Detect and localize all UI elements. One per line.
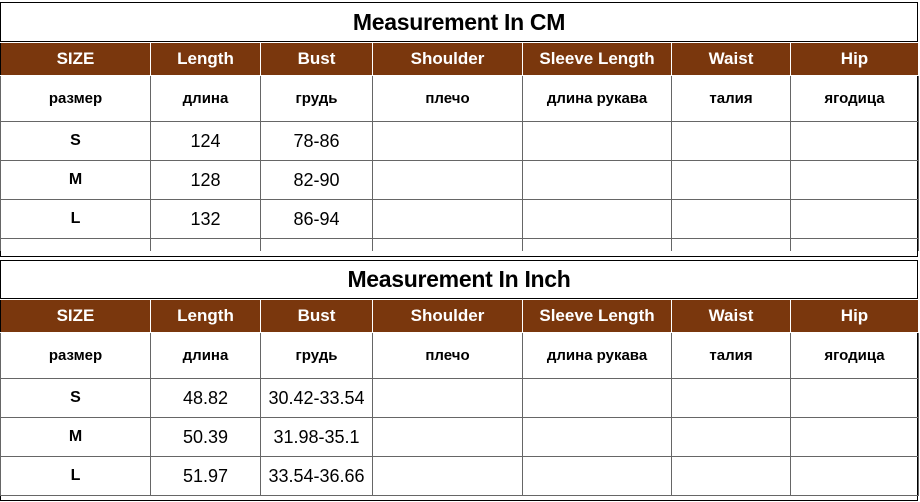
shoulder-cell [373, 379, 523, 418]
inch-size-table [0, 299, 919, 496]
empty-row [1, 239, 919, 252]
table-row [1, 457, 919, 496]
sleeve-cell [523, 457, 672, 496]
sleeve-cell [523, 122, 672, 161]
table-row [1, 122, 919, 161]
sleeve-cell [523, 418, 672, 457]
length-cell: 51.97 [151, 457, 261, 496]
table-row [1, 161, 919, 200]
hip-cell [791, 457, 919, 496]
ru-header-sleeve-length: длина рукава [523, 76, 672, 122]
ru-header-bust: грудь [261, 76, 373, 122]
size-cell: M [1, 418, 151, 457]
cm-russian-header-row [1, 76, 919, 122]
ru-header-length: длина [151, 333, 261, 379]
length-cell: 50.39 [151, 418, 261, 457]
length-cell: 48.82 [151, 379, 261, 418]
table-row [1, 200, 919, 239]
ru-header-bust: грудь [261, 333, 373, 379]
ru-header-shoulder: плечо [373, 76, 523, 122]
ru-header-length: длина [151, 76, 261, 122]
bust-cell: 78-86 [261, 122, 373, 161]
length-cell: 124 [151, 122, 261, 161]
inch-chart-title: Measurement In Inch [1, 261, 917, 299]
header-shoulder: Shoulder [373, 43, 523, 76]
bust-cell: 31.98-35.1 [261, 418, 373, 457]
bust-cell: 33.54-36.66 [261, 457, 373, 496]
waist-cell [672, 379, 791, 418]
table-row [1, 418, 919, 457]
size-cell: L [1, 457, 151, 496]
ru-header-hip: ягодица [791, 333, 919, 379]
header-length: Length [151, 43, 261, 76]
header-bust: Bust [261, 300, 373, 333]
shoulder-cell [373, 161, 523, 200]
shoulder-cell [373, 457, 523, 496]
ru-header-shoulder: плечо [373, 333, 523, 379]
sleeve-cell [523, 200, 672, 239]
bust-cell: 30.42-33.54 [261, 379, 373, 418]
ru-header-hip: ягодица [791, 76, 919, 122]
hip-cell [791, 379, 919, 418]
ru-header-size: размер [1, 333, 151, 379]
ru-header-size: размер [1, 76, 151, 122]
sleeve-cell [523, 379, 672, 418]
header-sleeve-length: Sleeve Length [523, 43, 672, 76]
hip-cell [791, 122, 919, 161]
inch-size-chart [0, 260, 918, 501]
waist-cell [672, 457, 791, 496]
waist-cell [672, 161, 791, 200]
cm-size-chart [0, 2, 918, 257]
bust-cell: 86-94 [261, 200, 373, 239]
shoulder-cell [373, 200, 523, 239]
waist-cell [672, 122, 791, 161]
size-cell: S [1, 379, 151, 418]
header-sleeve-length: Sleeve Length [523, 300, 672, 333]
length-cell: 132 [151, 200, 261, 239]
hip-cell [791, 418, 919, 457]
header-size: SIZE [1, 43, 151, 76]
header-waist: Waist [672, 300, 791, 333]
waist-cell [672, 418, 791, 457]
size-cell: S [1, 122, 151, 161]
header-hip: Hip [791, 300, 919, 333]
inch-header-row [1, 300, 919, 333]
size-cell: M [1, 161, 151, 200]
cm-chart-title: Measurement In CM [1, 3, 917, 42]
header-waist: Waist [672, 43, 791, 76]
waist-cell [672, 200, 791, 239]
table-row [1, 379, 919, 418]
length-cell: 128 [151, 161, 261, 200]
shoulder-cell [373, 418, 523, 457]
ru-header-waist: талия [672, 333, 791, 379]
cm-header-row [1, 43, 919, 76]
hip-cell [791, 200, 919, 239]
header-size: SIZE [1, 300, 151, 333]
ru-header-waist: талия [672, 76, 791, 122]
header-length: Length [151, 300, 261, 333]
header-hip: Hip [791, 43, 919, 76]
cm-size-table [0, 42, 919, 251]
inch-russian-header-row [1, 333, 919, 379]
shoulder-cell [373, 122, 523, 161]
ru-header-sleeve-length: длина рукава [523, 333, 672, 379]
size-cell: L [1, 200, 151, 239]
header-bust: Bust [261, 43, 373, 76]
bust-cell: 82-90 [261, 161, 373, 200]
hip-cell [791, 161, 919, 200]
header-shoulder: Shoulder [373, 300, 523, 333]
sleeve-cell [523, 161, 672, 200]
